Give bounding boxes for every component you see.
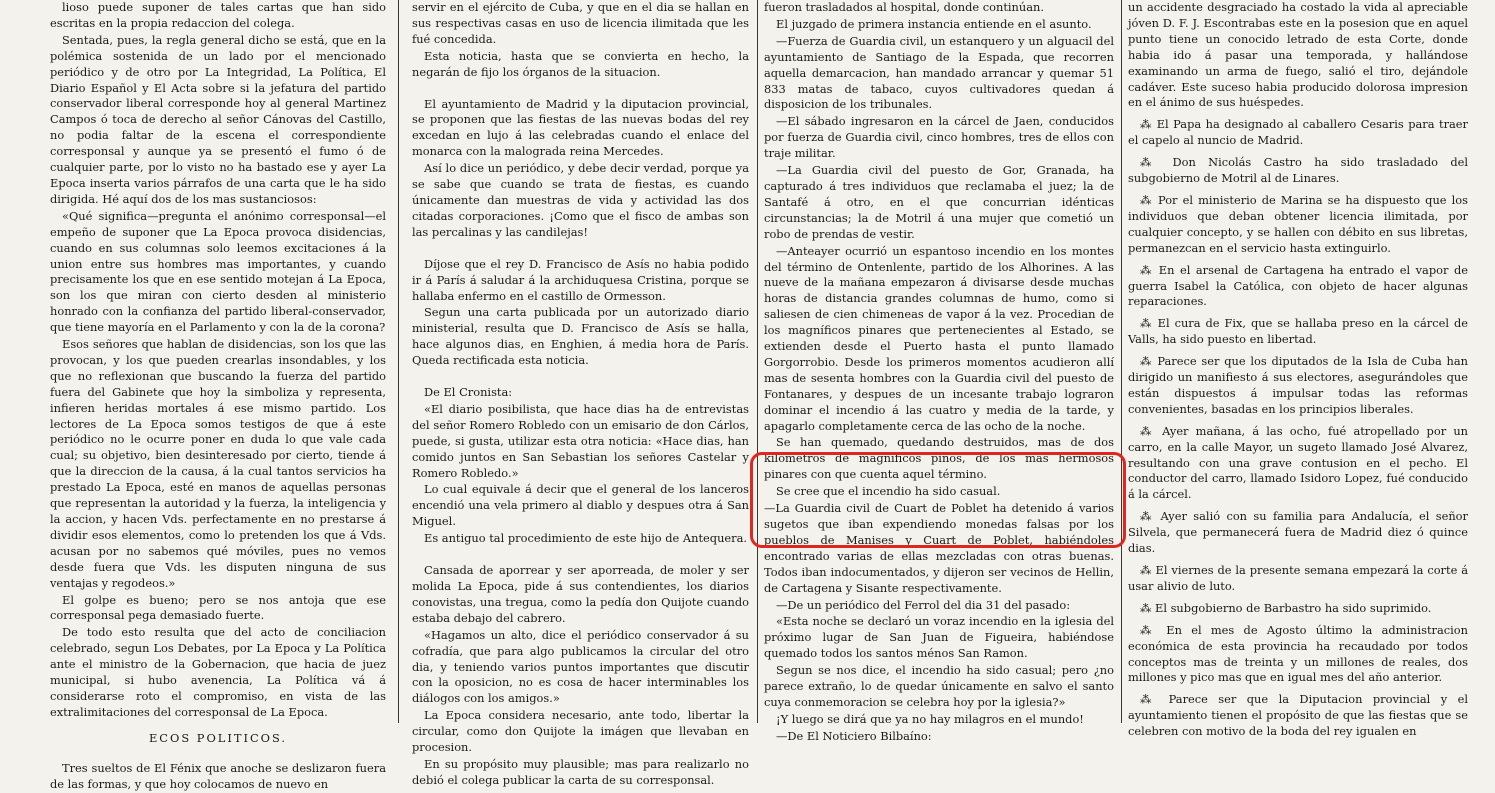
paragraph: fueron trasladados al hospital, donde continúan. <box>764 0 1044 14</box>
paragraph: ⁂ En el mes de Agosto último la administracion económica de esta provincia ha recaudado por todos conceptos mas de treinta y un millones de reales, dos millones y pico mas que en igual mes del año anterior. <box>1128 622 1468 685</box>
paragraph: «Qué significa—pregunta el anónimo corresponsal—el empeño de suponer que La Epoca provoca disidencias, cuando en sus columnas solo leemos excitaciones á la union entre sus hombres mas importantes, y cuando precisamente los que en ese sentido motejan á La Epoca, son los que miran con cierto desden al ministerio honrado con la confianza del partido liberal-conservador, que tiene mayoría en el Parlamento y con la de la corona? <box>50 208 386 335</box>
column-1 <box>50 0 386 791</box>
paragraph: Se han quemado, quedando destruidos, mas de dos kilómetros de magníficos pinos, de los mas hermosos pinares con que cuenta aquel término. <box>764 435 1114 482</box>
paragraph: —De un periódico del Ferrol del dia 31 del pasado: <box>776 597 1071 612</box>
paragraph: ⁂ Ayer mañana, á las ocho, fué atropellado por un carro, en la calle Mayor, un sugeto llamado José Alvarez, resultando con una grave contusion en el pecho. El conductor del carro, llamado Isidoro Lopez, fué conducido á la cárcel. <box>1128 423 1468 502</box>
column-rule-1 <box>398 0 399 723</box>
paragraph: —La Guardia civil del puesto de Gor, Granada, ha capturado á tres individuos que reclamaba el juez; la de Santafé á otro, en el que concurrian idénticas circunstancias; la de Motril á una mujer que cometió un robo de prendas de vestir. <box>764 163 1114 241</box>
column-rule-2 <box>757 0 758 723</box>
paragraph: El ayuntamiento de Madrid y la diputacion provincial, se proponen que las fiestas de las nuevas bodas del rey excedan en lujo á las celebradas cuando el enlace del monarca con la malograda reina Mercedes. <box>412 96 749 159</box>
paragraph: —Anteayer ocurrió un espantoso incendio en los montes del término de Ontenlente, partido de los Alhorines. A las nueve de la mañana empezaron á divisarse desde muchas horas de distancia grandes columnas de humo, como si saliesen de cien chimeneas de vapor á la vez. Procedian de los magníficos pinares que pertenecientes al Estado, se extienden desde el Puerto hasta el punto llamado Gorgorrobio. Desde los primeros momentos acudieron allí mas de sesenta hombres con la Guardia civil del puesto de Fontanares, y despues de un incesante trabajo lograron dominar el incendio á las cuatro y media de la tarde, y apagarlo completamente cerca de las ocho de la noche. <box>764 243 1114 433</box>
paragraph: En su propósito muy plausible; mas para realizarlo no debió el colega publicar la carta de su corresponsal. <box>412 756 749 787</box>
paragraph: Esos señores que hablan de disidencias, son los que las provocan, y los que pueden crearlas insondables, y los que no reflexionan que buscando la fuerza del partido fuera del Gabinete que hoy la simboliza y representa, infieren heridas mortales á ese mismo partido. Los lectores de La Epoca somos testigos de que á este periódico no le ocurre poner en duda lo que vale cada cual; su objetivo, bien desinteresado por cierto, tiende á que la direccion de la causa, á la cual tantos servicios ha prestado La Epoca, esté en manos de aquellas personas que representan la autoridad y la fuerza, la inteligencia y la accion, y hacen Vds. perfectamente en no prestarse á dividir esos elementos, como lo pretenden los que á Vds. acusan por no sabemos qué móviles, pues no vemos desde fuera que Vds. les disputen ninguna de sus ventajas y regodeos.» <box>50 337 386 590</box>
paragraph: De El Cronista: <box>424 385 513 400</box>
paragraph: ⁂ Parece ser que la Diputacion provincial y el ayuntamiento tienen el propósito de que las fiestas que se celebren con motivo de la boda del rey igualen en <box>1128 692 1468 739</box>
paragraph: ⁂ Ayer salió con su familia para Andalucía, el señor Silvela, que permanecerá fuera de Madrid diez ó quince dias. <box>1128 509 1468 556</box>
paragraph: Segun se nos dice, el incendio ha sido casual; pero ¿no parece extraño, lo de quedar únicamente en salvo el santo cuya conmemoracion se celebra hoy por la iglesia?» <box>764 663 1114 709</box>
paragraph: Tres sueltos de El Fénix que anoche se deslizaron fuera de las formas, y que hoy colocamos de nuevo en <box>50 760 386 791</box>
paragraph: ⁂ El subgobierno de Barbastro ha sido suprimido. <box>1140 600 1432 615</box>
paragraph: ECOS POLITICOS. <box>148 730 288 745</box>
paragraph: ⁂ En el arsenal de Cartagena ha entrado el vapor de guerra Isabel la Católica, con objeto de hacer algunas reparaciones. <box>1128 262 1468 309</box>
paragraph: De todo esto resulta que del acto de conciliacion celebrado, segun Los Debates, por La Epoca y La Política ante el ministro de la Gobernacion, que hacia de juez municipal, si hubo avenencia, La Política vá á considerarse roto el compromiso, en vista de las extralimitaciones del corresponsal de La Epoca. <box>50 625 386 719</box>
column-4 <box>1128 0 1468 739</box>
paragraph: ⁂ El viernes de la presente semana empezará la corte á usar alivio de luto. <box>1128 563 1468 593</box>
paragraph: Segun una carta publicada por un autorizado diario ministerial, resulta que D. Francisco de Asís se halla, hace algunos dias, en Enghien, á media hora de París. Queda rectificada esta noticia. <box>412 305 749 368</box>
paragraph: La Epoca considera necesario, ante todo, libertar la circular, como don Quijote la imágen que llevaban en procesion. <box>412 708 749 755</box>
paragraph: un accidente desgraciado ha costado la vida al apreciable jóven D. F. J. Escontrabas este en la posesion que en aquel punto tiene un conocido letrado de esta Corte, donde habia ido á pasar una temporada, y hallándose examinando un arma de fuego, salió el tiro, dejándole cadáver. Este suceso habia producido dolorosa impresion en el ánimo de sus huéspedes. <box>1128 0 1468 110</box>
paragraph: Díjose que el rey D. Francisco de Asís no habia podido ir á París á saludar á la archiduquesa Cristina, porque se hallaba enfermo en el castillo de Ormesson. <box>412 256 749 303</box>
paragraph: lioso puede suponer de tales cartas que han sido escritas en la propia redaccion del colega. <box>50 0 386 30</box>
column-3 <box>764 0 1114 743</box>
paragraph: —El sábado ingresaron en la cárcel de Jaen, conducidos por fuerza de Guardia civil, cinco hombres, tres de ellos con traje militar. <box>764 114 1114 161</box>
paragraph: «Esta noche se declaró un voraz incendio en la iglesia del próximo lugar de San Juan de Figueira, habiéndose quemado todos los santos ménos San Ramon. <box>764 614 1114 661</box>
paragraph: —Fuerza de Guardia civil, un estanquero y un alguacil del ayuntamiento de Santiago de la Espada, que recorren aquella demarcacion, han mandado arrancar y quemar 51 833 matas de tabaco, cuyos cultivadores quedan á disposicion de los tribunales. <box>764 33 1114 112</box>
paragraph: «El diario posibilista, que hace dias ha de entrevistas del señor Romero Robledo con un emisario de don Cárlos, puede, si gusta, utilizar esta otra noticia: «Hace dias, han comido juntos en San Sebastian los señores Castelar y Romero Robledo.» <box>412 401 749 480</box>
paragraph: Cansada de aporrear y ser aporreada, de moler y ser molida La Epoca, pide á sus contendientes, los diarios conovistas, una tregua, como la pedía don Quijote cuando estaba debajo del cabrero. <box>412 563 749 625</box>
paragraph: ⁂ El cura de Fix, que se hallaba preso en la cárcel de Valls, ha sido puesto en libertad. <box>1128 316 1468 347</box>
paragraph: El juzgado de primera instancia entiende en el asunto. <box>776 16 1092 31</box>
paragraph: Así lo dice un periódico, y debe decir verdad, porque ya se sabe que cuando se trata de fiestas, es cuando únicamente dan muestras de vida y actividad las dos citadas corporaciones. ¡Como que el fisco de ambas son las percalinas y las candilejas! <box>412 161 749 239</box>
paragraph: ⁂ Por el ministerio de Marina se ha dispuesto que los individuos que deban obtener licencia ilimitada, por cualquier concepto, y se hallen con débito en sus libretas, permanezcan en el servicio hasta extinguirlo. <box>1128 192 1468 255</box>
column-rule-3 <box>1121 0 1122 723</box>
paragraph: El golpe es bueno; pero se nos antoja que ese corresponsal pega demasiado fuerte. <box>50 592 386 623</box>
paragraph: —La Guardia civil de Cuart de Poblet ha detenido á varios sugetos que iban expendiendo monedas falsas por los pueblos de Manises y Cuart de Poblet, habiéndoles encontrado varias de ellas mezcladas con otras buenas. Todos iban indocumentados, y dijeron ser vecinos de Hellin, de Cartagena y Sisante respectivamente. <box>764 501 1114 595</box>
paragraph: ¡Y luego se dirá que ya no hay milagros en el mundo! <box>776 711 1084 726</box>
column-2 <box>412 0 749 787</box>
paragraph: ⁂ Parece ser que los diputados de la Isla de Cuba han dirigido un manifiesto á sus electores, asegurándoles que están dispuestos á impulsar todas las reformas convenientes, basadas en los principios liberales. <box>1128 354 1468 416</box>
paragraph: «Hagamos un alto, dice el periódico conservador á su cofradía, que para algo publicamos la circular del otro dia, y teniendo varios puntos importantes que discutir con la oposicion, no es cosa de hacer interminables los diálogos con los amigos.» <box>412 627 749 706</box>
paragraph: ⁂ El Papa ha designado al caballero Cesaris para traer el capelo al nuncio de Madrid. <box>1128 117 1468 148</box>
paragraph: servir en el ejército de Cuba, y que en el dia se hallan en sus respectivas casas en uso de licencia ilimitada que les fué concedida. <box>412 0 749 46</box>
paragraph: Esta noticia, hasta que se convierta en hecho, la negarán de fijo los órganos de la situacion. <box>412 48 749 79</box>
paragraph: Se cree que el incendio ha sido casual. <box>776 484 1001 499</box>
paragraph: ⁂ Don Nicolás Castro ha sido trasladado del subgobierno de Motril al de Linares. <box>1128 155 1468 186</box>
paragraph: Es antiguo tal procedimiento de este hijo de Antequera. <box>424 531 748 546</box>
paragraph: Sentada, pues, la regla general dicho se está, que en la polémica sostenida de un lado por el mencionado periódico y de otro por La Integridad, La Política, El Diario Español y El Acta sobre si la jefatura del partido conservador liberal corresponde hoy al general Martinez Campos ó toca de derecho al señor Cánovas del Castillo, no podia faltar de la escena el correspondiente corresponsal y aunque ya se presentó el fumo ó de cualquier parte, por lo visto no ha bastado ese y ayer La Epoca inserta varios párrafos de una carta que le ha sido dirigida. Hé aquí dos de los mas sustanciosos: <box>50 32 386 206</box>
paragraph: —De El Noticiero Bilbaíno: <box>776 728 932 743</box>
paragraph: Lo cual equivale á decir que el general de los lanceros encendió una vela primero al diablo y despues otra á San Miguel. <box>412 482 749 529</box>
